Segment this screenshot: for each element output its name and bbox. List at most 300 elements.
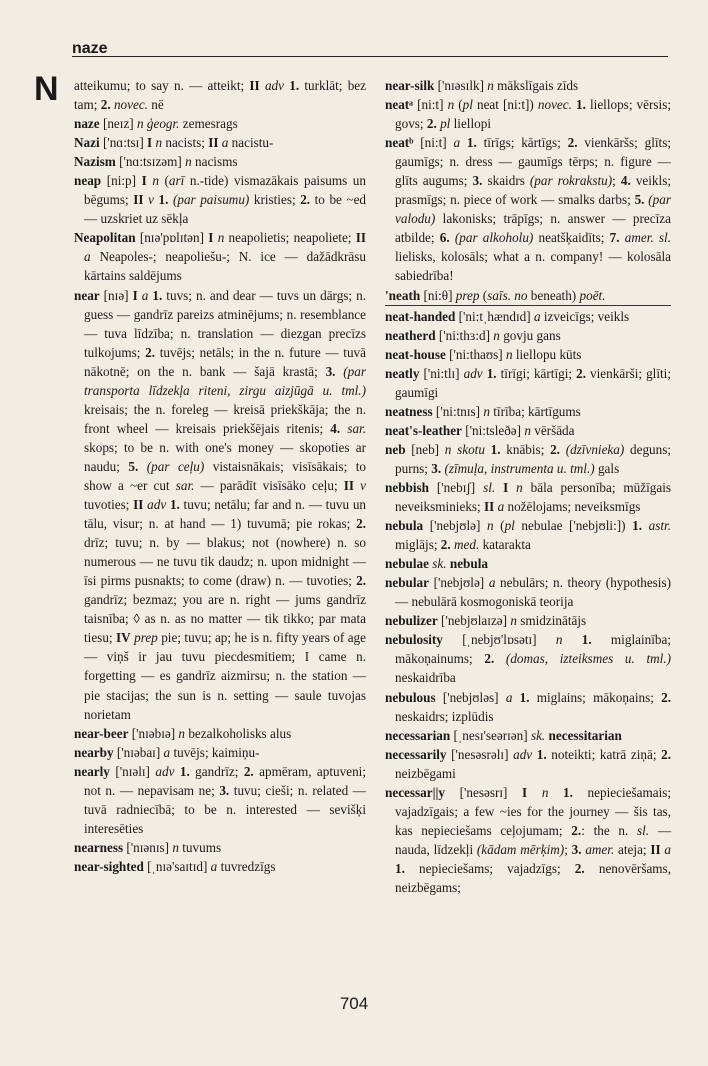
- dictionary-entry: [385, 76, 671, 95]
- entry-label: n: [493, 327, 500, 343]
- entry-pronunciation: ['nebjʊləs]: [435, 689, 506, 705]
- dictionary-entry: [74, 171, 366, 228]
- entry-headword: 7.: [609, 230, 620, 246]
- dictionary-entry: [74, 838, 366, 857]
- entry-headword: near-silk: [385, 78, 435, 93]
- entry-text: miglains; mākoņains;: [529, 689, 662, 705]
- entry-text: mākslīgais zīds: [493, 78, 579, 93]
- entry-pronunciation: ['nɪəlɪ]: [109, 763, 156, 779]
- entry-label: n: [483, 403, 490, 419]
- entry-headword: II: [355, 230, 366, 246]
- entry-pronunciation: ['ni:tnɪs]: [432, 403, 484, 419]
- entry-headword: neatness: [385, 403, 433, 419]
- entry-headword: neatᵇ: [385, 135, 414, 151]
- entry-label: n: [178, 725, 186, 741]
- entry-label: sk.: [530, 727, 546, 743]
- entry-label: pl: [504, 518, 515, 534]
- entry-pronunciation: ['nesəsrɪ]: [445, 784, 523, 800]
- entry-label: n: [524, 422, 531, 438]
- entry-text: vistaisnākais; visīsākais; to show a ~er cut: [84, 458, 366, 493]
- entry-text: vienkārši; glīti; gaumīgi: [395, 365, 671, 400]
- entry-pronunciation: ['ni:thaʊs]: [445, 346, 506, 362]
- entry-text: [460, 135, 467, 150]
- dictionary-entry: [385, 726, 671, 745]
- entry-headword: neap: [74, 173, 102, 189]
- entry-label: (par alkoholu): [454, 230, 534, 246]
- dictionary-entry: [74, 724, 366, 743]
- entry-headword: Nazism: [74, 154, 116, 170]
- entry-text: n.-tide) vismazākais paisums un bēgums;: [84, 173, 366, 208]
- dictionary-entry: [385, 286, 671, 305]
- entry-label: astr.: [648, 518, 671, 534]
- entry-label: adv: [264, 78, 284, 93]
- dictionary-entry: [385, 307, 671, 326]
- entry-text: [562, 632, 581, 647]
- entry-text: bezalkoholisks alus: [185, 725, 292, 741]
- entry-text: (: [454, 97, 463, 113]
- entry-text: pie; tuvu; ap; he is n. fifty years of age — viņš ir jau tuvu piecdesmitiem; I came n. forgetting — es gandrīz aizmirsu; n. the station — pie stacijas; the sun is n. setting — saule tuvojas norietam: [84, 630, 366, 722]
- entry-pronunciation: ['nɪəbɪə]: [128, 725, 179, 741]
- entry-text: tuvu; netālu; far and n. — tuvu un tālu, visur; n. at hand — 1) tuvumā; pie rokas;: [84, 497, 367, 532]
- entry-label: (par paisumu): [172, 192, 250, 208]
- entry-text: [527, 785, 542, 800]
- entry-headword: 2.: [300, 192, 311, 208]
- entry-label: a: [505, 689, 513, 705]
- entry-headword: nebular: [385, 575, 429, 591]
- page-number: 704: [339, 994, 369, 1013]
- entry-pronunciation: [ni:p]: [101, 173, 142, 189]
- entry-text: neatšķaidīts;: [533, 230, 610, 246]
- entry-headword: 1.: [486, 365, 497, 381]
- entry-text: gandrīz;: [189, 763, 244, 779]
- entry-text: vēršāda: [530, 422, 575, 438]
- entry-headword: 3.: [325, 363, 336, 379]
- entry-text: nebulae ['nebjʊli:]): [514, 518, 633, 534]
- entry-headword: naze: [74, 116, 100, 132]
- entry-headword: neatherd: [385, 327, 436, 343]
- dictionary-entry: [74, 743, 366, 762]
- entry-label: n: [155, 135, 163, 151]
- entry-headword: nebulae: [385, 556, 429, 572]
- entry-text: nepieciešamais; vajadzīgais; a few ~ies for the journey — šis tas, kas nepieciešams ceļojumam;: [395, 784, 672, 838]
- dictionary-entry: [385, 554, 671, 573]
- entry-pronunciation: [neɪz]: [99, 116, 137, 132]
- entry-text: nožēlojams; neveiksmīgs: [504, 499, 641, 515]
- dictionary-entry: [385, 783, 671, 897]
- entry-text: lakonisks; trāpīgs; n. answer — precīza atbilde;: [395, 211, 671, 246]
- entry-text: apmēram, aptuveni; not n. — nepavisam ne;: [84, 763, 367, 798]
- entry-headword: 1.: [169, 497, 180, 513]
- entry-text: smidzinātājs: [516, 613, 587, 629]
- entry-label: sl.: [483, 479, 496, 495]
- entry-label: v: [360, 477, 367, 493]
- entry-text: (: [158, 173, 169, 189]
- entry-headword: 4.: [330, 420, 341, 436]
- entry-headword: I: [141, 173, 147, 189]
- entry-label: adv: [463, 365, 483, 381]
- entry-headword: 1.: [466, 135, 477, 151]
- entry-text: [642, 518, 649, 533]
- entry-label: a: [221, 135, 229, 151]
- entry-text: [548, 785, 563, 800]
- entry-text: noteikti; katrā ziņā;: [546, 746, 662, 762]
- dictionary-entry: [74, 152, 366, 171]
- entry-label: (par valodu): [395, 192, 671, 227]
- entry-headword: II: [484, 499, 495, 515]
- entry-headword: 2.: [484, 651, 495, 667]
- entry-headword: nebula: [449, 556, 488, 572]
- entry-headword: 1.: [536, 746, 547, 762]
- entry-pronunciation: [nɪə]: [99, 287, 133, 303]
- entry-text: nepieciešams; vajadzīgs;: [404, 860, 575, 876]
- entry-headword: I: [208, 230, 214, 246]
- entry-text: — parādīt visīsāko ceļu;: [194, 477, 344, 493]
- entry-headword: I: [147, 135, 153, 151]
- entry-headword: 'neath: [385, 287, 421, 303]
- entry-text: : the n.: [581, 822, 638, 838]
- entry-headword: 3.: [431, 460, 442, 476]
- entry-label: adv: [147, 497, 167, 513]
- entry-headword: 2.: [661, 746, 672, 762]
- entry-label: pl: [462, 97, 473, 113]
- left-column: [74, 76, 366, 876]
- entry-headword: I: [132, 287, 138, 303]
- entry-label: (par rokrakstu): [529, 173, 613, 189]
- entry-text: nacisms: [191, 154, 238, 170]
- entry-headword: neatᵃ: [385, 97, 414, 113]
- dictionary-entry: [74, 857, 366, 876]
- dictionary-entry: [385, 133, 671, 285]
- entry-pronunciation: ['nebjʊlə]: [428, 575, 489, 591]
- dictionary-entry: [74, 286, 366, 724]
- entry-pronunciation: [ni:θ]: [420, 287, 456, 303]
- entry-label: sl.: [637, 822, 650, 838]
- entry-headword: 2.: [567, 135, 578, 151]
- entry-label: pl: [440, 116, 451, 132]
- dictionary-entry: [74, 762, 366, 838]
- entry-headword: 2.: [440, 537, 451, 553]
- entry-headword: 3.: [571, 841, 582, 857]
- entry-label: n: [555, 632, 563, 648]
- entry-label: n: [486, 518, 494, 534]
- entry-pronunciation: [ˌnesɪ'seərɪən]: [450, 727, 531, 743]
- entry-headword: nebula: [385, 518, 424, 534]
- entry-headword: II: [208, 135, 219, 151]
- entry-pronunciation: ['nɑ:tsɪzəm]: [115, 154, 186, 170]
- entry-text: tuvu; cieši; n. related — tuvā radniecībā; to be n. interested — sevišķi interesēties: [84, 782, 366, 836]
- entry-headword: necessarian: [385, 727, 451, 743]
- entry-pronunciation: ['ni:thɜ:d]: [435, 327, 494, 343]
- dictionary-entry: [74, 114, 366, 133]
- entry-label: a: [141, 287, 149, 303]
- entry-headword: IV: [116, 630, 131, 646]
- entry-headword: nebulous: [385, 689, 436, 705]
- entry-label: n: [447, 97, 455, 113]
- entry-label: n: [510, 613, 517, 629]
- entry-label: a: [453, 135, 461, 151]
- entry-pronunciation: ['nebɪʃ]: [429, 479, 484, 495]
- entry-headword: nearness: [74, 839, 124, 855]
- entry-text: [494, 651, 506, 666]
- entry-text: miglājs;: [395, 537, 441, 553]
- dictionary-entry: [385, 630, 671, 687]
- entry-pronunciation: [ni:t]: [413, 97, 448, 113]
- entry-label: (dzīvnieka): [565, 441, 625, 457]
- entry-pronunciation: [ˌnɪə'saɪtɪd]: [143, 858, 211, 874]
- dictionary-entry: [74, 133, 366, 152]
- entry-text: — nauda, līdzekļi: [395, 822, 672, 857]
- entry-headword: 2.: [661, 689, 671, 705]
- entry-text: nacistu-: [228, 135, 274, 151]
- entry-label: a: [84, 249, 91, 265]
- entry-text: lielisks, kolosāls; what a n. company! — kolosāla sabiedrība!: [395, 249, 671, 284]
- dictionary-entry: [74, 228, 366, 285]
- entry-text: gandrīz; bezmaz; you are n. right — jums gandrīz taisnība; ◊ as n. as no matter — tik tikko; par mata tiesu;: [84, 592, 366, 646]
- entry-text: tuvs; n. and dear — tuvs un dārgs; n. guess — gandrīz pareizs atminējums; n. resemblance — tuva līdzība; n. translation — diezgan precīzs tulkojums;: [84, 287, 367, 360]
- entry-label: adv: [155, 763, 175, 779]
- entry-headword: nebbish: [385, 479, 429, 495]
- entry-pronunciation: ['ni:tsleðə]: [461, 422, 525, 438]
- entry-pronunciation: ['nebjʊlə]: [423, 518, 487, 534]
- entry-text: skops; to be n. with one's money — skopoties ar naudu;: [84, 439, 366, 474]
- entry-headword: 1.: [581, 632, 592, 648]
- entry-text: to be ~ed — uzskriet uz sēkļa: [84, 192, 367, 227]
- entry-text: skaidrs: [482, 173, 530, 189]
- entry-headword: neb: [385, 441, 406, 457]
- entry-headword: 2.: [145, 344, 156, 360]
- entry-text: zemesrags: [179, 116, 238, 132]
- dictionary-entry: [74, 76, 366, 114]
- entry-text: tīrīgi; kārtīgi;: [496, 365, 577, 381]
- entry-label: adv: [513, 746, 533, 762]
- entry-label: n: [516, 479, 523, 495]
- entry-headword: II: [249, 78, 265, 93]
- entry-headword: 1.: [152, 287, 163, 303]
- entry-text: liellops; vērsis; govs;: [395, 97, 671, 132]
- entry-label: n ģeogr.: [136, 116, 180, 132]
- entry-label: n: [185, 154, 192, 170]
- entry-label: a: [533, 308, 541, 324]
- entry-headword: 1.: [289, 78, 300, 93]
- entry-label: (kādam mērķim): [476, 841, 565, 857]
- entry-text: (: [493, 518, 505, 534]
- entry-headword: 1.: [563, 784, 573, 800]
- dictionary-entry: [385, 478, 671, 516]
- entry-text: kristies;: [249, 192, 301, 208]
- entry-label: n: [217, 230, 225, 246]
- entry-headword: 1.: [632, 518, 643, 534]
- entry-text: [495, 480, 503, 495]
- entry-label: amer.: [585, 841, 615, 857]
- entry-headword: nearby: [74, 744, 114, 760]
- entry-pronunciation: ['ni:tlɪ]: [419, 365, 464, 381]
- entry-headword: 1.: [576, 97, 586, 113]
- entry-label: n: [152, 173, 159, 189]
- entry-pronunciation: [ni:t]: [413, 135, 454, 151]
- entry-label: v: [148, 192, 154, 208]
- entry-label: a: [497, 499, 505, 515]
- entry-headword: 2.: [356, 573, 366, 589]
- entry-headword: near-beer: [74, 725, 129, 741]
- dictionary-entry: [385, 688, 671, 726]
- header-rule: [72, 56, 668, 57]
- entry-text: [508, 480, 516, 495]
- entry-text: deguns; purns;: [395, 441, 672, 476]
- entry-headword: 2.: [356, 516, 366, 532]
- entry-headword: 1.: [519, 689, 530, 705]
- entry-label: n skotu: [444, 441, 485, 457]
- entry-headword: necessitarian: [548, 727, 622, 743]
- running-head: naze: [72, 40, 108, 57]
- entry-text: [138, 459, 146, 474]
- entry-text: tīrīgs; kārtīgs;: [476, 135, 568, 151]
- entry-label: prep: [134, 630, 158, 646]
- dictionary-entry: [385, 611, 671, 630]
- entry-headword: II: [343, 477, 355, 493]
- entry-label: n: [487, 78, 494, 93]
- entry-label: (par ceļu): [146, 458, 205, 474]
- entry-headword: II: [133, 192, 144, 208]
- entry-text: nē: [147, 97, 164, 113]
- entry-headword: 3.: [219, 782, 230, 798]
- entry-label: poēt.: [579, 287, 606, 303]
- entry-headword: 1.: [395, 860, 405, 876]
- entry-headword: nebulizer: [385, 613, 438, 629]
- entry-headword: 2.: [426, 116, 437, 132]
- entry-headword: nearly: [74, 763, 110, 779]
- entry-label: a: [163, 744, 171, 760]
- entry-text: nenovēršams, neizbēgams;: [395, 860, 671, 895]
- right-column: [385, 76, 671, 897]
- entry-headword: I: [503, 479, 509, 495]
- dictionary-entry: [385, 421, 671, 440]
- entry-headword: neatly: [385, 365, 420, 381]
- entry-text: bāla personība; mūžīgais neveiksminieks;: [395, 479, 672, 515]
- entry-pronunciation: ['nɑ:tsɪ]: [99, 135, 148, 151]
- entry-headword: 1.: [179, 763, 190, 779]
- entry-label: sar.: [347, 420, 367, 436]
- entry-text: kreisais; the n. foreleg — kreisā priekškāja; the n. front wheel — kreisais priekšējais ritenis;: [84, 401, 366, 436]
- entry-pronunciation: ['ni:tˌhændɪd]: [455, 308, 534, 324]
- entry-text: neizbēgami: [395, 765, 456, 781]
- entry-label: prep: [455, 287, 480, 303]
- dictionary-entry: [385, 326, 671, 345]
- entry-text: (: [479, 287, 488, 303]
- entry-text: atteikumu; to say n. — atteikt;: [74, 78, 250, 93]
- entry-text: izveicīgs; veikls: [540, 308, 630, 324]
- entry-pronunciation: ['nɪəsɪlk]: [434, 78, 488, 93]
- entry-headword: 6.: [439, 230, 450, 246]
- dictionary-entry: [385, 573, 671, 611]
- entry-text: tuvoties;: [84, 497, 134, 513]
- entry-headword: 2.: [550, 441, 560, 457]
- entry-headword: 5.: [128, 458, 139, 474]
- entry-text: liellopi: [450, 116, 491, 132]
- entry-pronunciation: ['nesəsrəlɪ]: [446, 746, 514, 762]
- entry-text: tuvējs; netāls; in the n. future — tuvā nākotnē; on the n. bank — šajā krastā;: [84, 344, 366, 379]
- entry-headword: near-sighted: [74, 858, 144, 874]
- entry-headword: 2.: [100, 97, 111, 113]
- entry-text: veikls; prasmīgs; n. piece of work — smalks darbs;: [395, 173, 671, 208]
- entry-text: ;: [612, 173, 621, 189]
- entry-label: novec.: [537, 97, 572, 113]
- entry-headword: necessarily: [385, 746, 447, 762]
- entry-headword: 1.: [158, 192, 169, 208]
- entry-text: turklāt; bez tam;: [74, 78, 367, 113]
- dictionary-entry: [385, 745, 671, 783]
- entry-text: tuvējs; kaimiņu-: [170, 744, 260, 760]
- entry-text: ;: [564, 841, 572, 857]
- entry-headword: neat-handed: [385, 308, 456, 324]
- entry-text: liellopu kūts: [512, 346, 582, 362]
- entry-text: govju gans: [499, 327, 561, 343]
- entry-label: sar.: [175, 477, 195, 493]
- entry-label: (domas, izteiksmes u. tml.): [505, 651, 672, 667]
- entry-headword: necessar||y: [385, 784, 446, 800]
- entry-label: saīs. no: [487, 287, 528, 303]
- dictionary-entry: [385, 440, 671, 478]
- entry-headword: 2.: [571, 822, 582, 838]
- entry-label: n: [172, 839, 179, 855]
- entry-label: n: [541, 784, 549, 800]
- entry-text: drīz; tuvu; n. by — blakus; not (nowhere) n. so numerous — ne tuvu tik daudz; n. upon midnight — īsi pirms pusnakts; to come (draw) n. — tuvoties;: [84, 535, 366, 589]
- entry-text: knābis;: [500, 441, 551, 457]
- entry-label: a: [664, 841, 672, 857]
- entry-text: neskaidrs; izplūdis: [395, 708, 494, 724]
- entry-headword: 2.: [574, 860, 585, 876]
- thumb-index-letter: N: [34, 70, 59, 108]
- entry-text: nacists;: [162, 135, 209, 151]
- entry-text: ateja;: [614, 841, 651, 857]
- entry-label: arī: [168, 173, 185, 189]
- entry-headword: 2.: [576, 365, 586, 381]
- entry-text: Neapoles-; neapoliešu-; N. ice — dažādkrāsu kārtains saldējums: [84, 249, 366, 284]
- entry-text: neskaidrība: [395, 670, 456, 686]
- dictionary-entry: [385, 95, 671, 133]
- entry-pronunciation: [nɪə'pɒlɪtən]: [135, 230, 209, 246]
- entry-headword: Nazi: [74, 135, 100, 151]
- entry-pronunciation: ['nebjʊlaɪzə]: [437, 613, 511, 629]
- entry-headword: neat-house: [385, 346, 446, 362]
- dictionary-entry: [385, 345, 671, 364]
- entry-text: beneath): [527, 287, 580, 303]
- entry-headword: neat's-leather: [385, 422, 462, 438]
- entry-text: katarakta: [479, 537, 531, 553]
- entry-pronunciation: ['nɪəbaɪ]: [113, 744, 164, 760]
- entry-text: neapolietis; neapoliete;: [224, 230, 356, 246]
- entry-headword: 4.: [620, 173, 631, 189]
- entry-text: tīrība; kārtīgums: [489, 403, 581, 419]
- entry-headword: II: [650, 841, 661, 857]
- dictionary-entry: [385, 364, 671, 402]
- entry-headword: 3.: [472, 173, 483, 189]
- entry-headword: II: [133, 497, 144, 513]
- entry-headword: 5.: [634, 192, 645, 208]
- entry-text: tuvums: [178, 839, 222, 855]
- entry-label: med.: [453, 537, 480, 553]
- entry-text: miglainība; mākoņainums;: [395, 632, 671, 667]
- dictionary-entry: [385, 516, 671, 554]
- entry-label: a: [210, 858, 218, 874]
- entry-text: [512, 690, 519, 705]
- entry-pronunciation: [neb]: [405, 441, 445, 457]
- entry-headword: nebulosity: [385, 632, 443, 648]
- entry-text: gals: [594, 460, 620, 476]
- entry-text: vienkāršs; glīts; gaumīgs; n. dress — gaumīgs tērps; n. figure — glīts augums;: [395, 135, 672, 189]
- entry-pronunciation: [ˌnebjʊ'lɒsətɪ]: [442, 632, 556, 648]
- entry-label: (par transporta līdzekļa riteni, zirgu aizjūgā u. tml.): [84, 363, 366, 398]
- entry-headword: near: [74, 287, 100, 303]
